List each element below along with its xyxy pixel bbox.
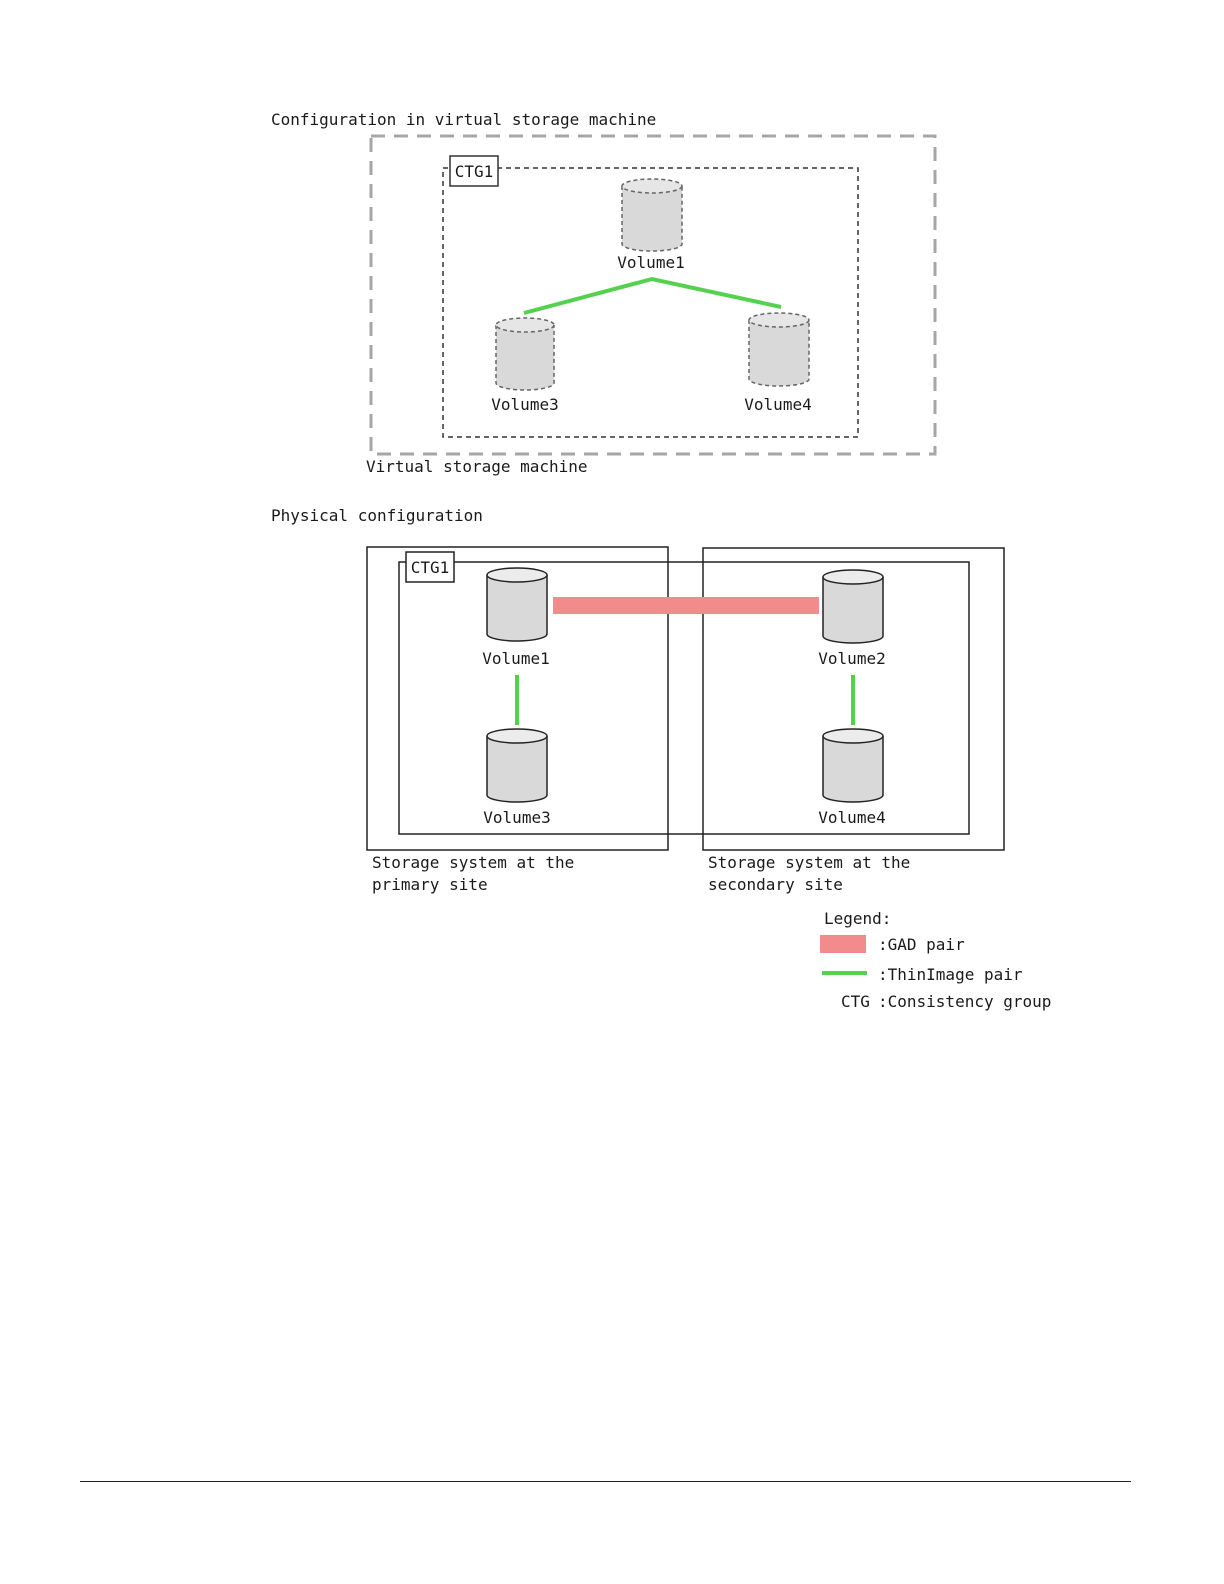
physical-config-heading: Physical configuration — [271, 506, 483, 525]
legend-ctg-label: :Consistency group — [878, 992, 1052, 1011]
physical-volume4-cylinder — [823, 729, 883, 802]
legend-gad-label: :GAD pair — [878, 935, 965, 954]
footer-divider — [80, 1481, 1131, 1482]
legend-gad-swatch — [820, 935, 866, 953]
physical-volume1-label: Volume1 — [482, 649, 550, 668]
physical-volume2-cylinder — [823, 570, 883, 643]
physical-volume3-label: Volume3 — [483, 808, 551, 827]
legend-thinimage-label: :ThinImage pair — [878, 965, 1023, 984]
virtual-volume1-label: Volume1 — [617, 253, 685, 272]
primary-site-label-line2: primary site — [372, 875, 488, 894]
virtual-thinimage-line — [524, 279, 781, 313]
physical-volume2-label: Volume2 — [818, 649, 886, 668]
physical-volume4-label: Volume4 — [818, 808, 886, 827]
physical-volume1-cylinder — [487, 568, 547, 641]
legend-title: Legend: — [824, 909, 892, 928]
secondary-site-label-line1: Storage system at the — [708, 853, 911, 872]
legend-ctg-abbr: CTG — [841, 992, 870, 1011]
virtual-volume1-cylinder — [622, 179, 682, 251]
virtual-volume3-label: Volume3 — [491, 395, 559, 414]
virtual-ctg-label: CTG1 — [454, 162, 494, 181]
physical-ctg-label: CTG1 — [410, 558, 450, 577]
primary-site-label-line1: Storage system at the — [372, 853, 575, 872]
virtual-storage-machine-label: Virtual storage machine — [366, 457, 588, 476]
virtual-volume4-label: Volume4 — [744, 395, 812, 414]
virtual-volume4-cylinder — [749, 313, 809, 386]
physical-volume3-cylinder — [487, 729, 547, 802]
virtual-config-heading: Configuration in virtual storage machine — [271, 110, 657, 129]
secondary-site-label-line2: secondary site — [708, 875, 843, 894]
gad-pair-bar — [553, 597, 819, 614]
virtual-volume3-cylinder — [496, 318, 554, 390]
